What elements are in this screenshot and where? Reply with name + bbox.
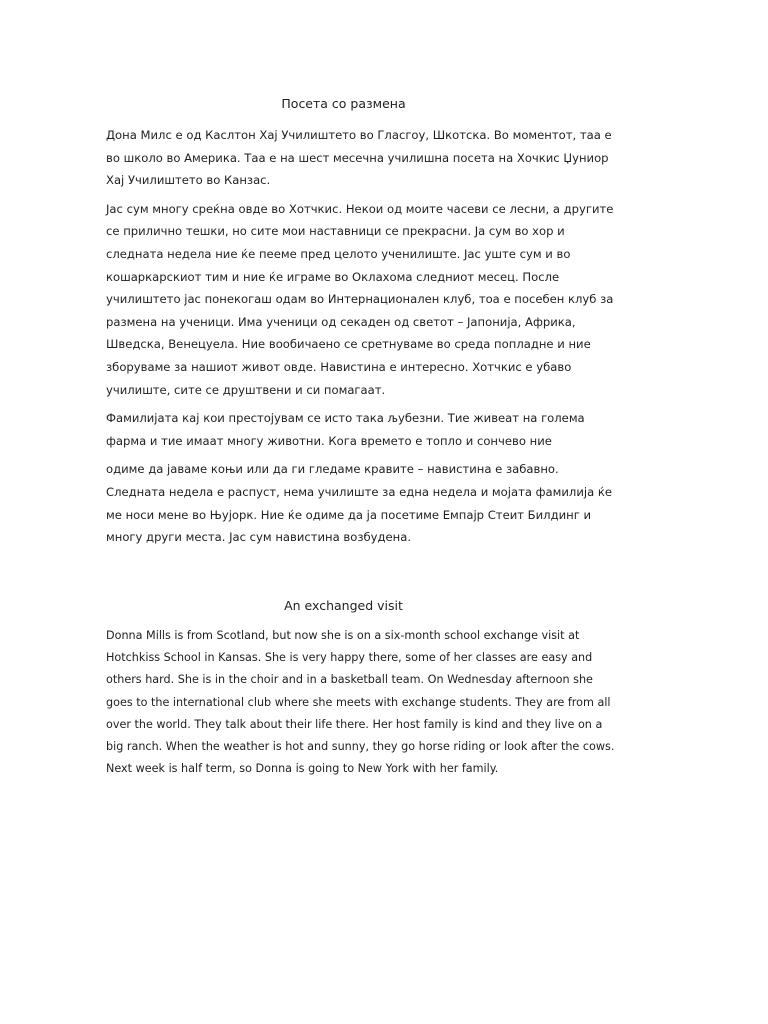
macedonian-paragraph-3: Фамилијата кај кои престојувам се исто така љубезни. Тие живеат на голема фарма и тие имаат многу животни. Кога времето е топло и сончево ние	[106, 411, 585, 448]
english-title: An exchanged visit	[284, 598, 403, 613]
macedonian-paragraph-2: Јас сум многу среќна овде во Хотчкис. Некои од моите часеви се лесни, а другите се прилично тешки, но сите мои наставници се прекрасни. Ја сум во хор и следната недела ние ќе пееме пред целото ученилиште. Јас уште сум и во кошаркарскиот тим и ние ќе играме во Оклахома следниот месец. После училиштето јас понекогаш одам во Интернационален клуб, тоа е посебен клуб за размена на ученици. Има ученици од секаден од светот – Јапонија, Африка, Шведска, Венецуела. Ние вообичаено се сретнуваме во среда попладне и ние зборуваме за нашиот живот овде. Навистина е интересно. Хотчкис е убаво училиште, сите се друштвени и си помагаат.	[106, 201, 614, 397]
macedonian-paragraph-1: Дона Милс е од Каслтон Хај Училиштето во Гласгоу, Шкотска. Во моментот, таа е во школо во Америка. Таа е на шест месечна училишна посета на Хочкис Џуниор Хај Училиштето во Канзас.	[106, 128, 612, 188]
macedonian-paragraph-4: одиме да јаваме коњи или да ги гледаме кравите – навистина е забавно. Следната недела е распуст, нема училиште за една недела и мојата фамилија ќе ме носи мене во Њујорк. Ние ќе одиме да ја посетиме Емпајр Стеит Билдинг и многу други места. Јас сум навистина возбудена.	[106, 462, 613, 545]
english-paragraph-1: Donna Mills is from Scotland, but now she is on a six-month school exchange visit at Hotchkiss School in Kansas. She is very happy there, some of her classes are easy and others hard. She is in the choir and in a basketball team. On Wednesday afternoon she goes to the international club where she meets with exchange students. They are from all over the world. They talk about their life there. Her host family is kind and they live on a big ranch. When the weather is hot and sunny, they go horse riding or look after the cows. Next week is half term, so Donna is going to New York with her family.	[106, 629, 615, 776]
macedonian-title: Посета со размена	[281, 96, 406, 111]
macedonian-section	[106, 96, 616, 555]
english-section	[106, 598, 616, 786]
